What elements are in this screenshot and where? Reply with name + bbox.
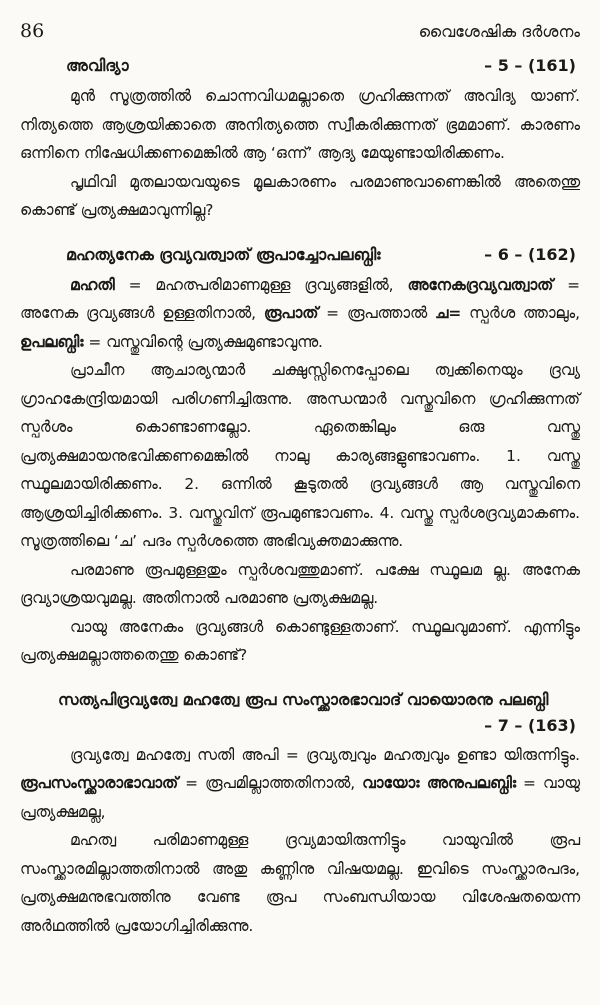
gloss-meaning: സ്പർശ ത്താലും, [461,304,580,322]
paragraph: മഹത്വ പരിമാണമുള്ള ദ്രവ്യമായിരുന്നിട്ടും വായുവിൽ രൂപ സംസ്ക്കാരമില്ലാത്തതിനാൽ അതു കണ്ണിനു വിഷയമല്ല. ഇവിടെ സംസ്ക്കാരപദം, പ്രത്യക്ഷമനുഭവത്തിനു വേണ്ട രൂപ സംബന്ധിയായ വിശേഷതയെന്ന അർഥത്തിൽ പ്രയോഗിച്ചിരിക്കുന്നു. [20,831,580,935]
page-number: 86 [20,20,45,42]
page-header [20,20,580,56]
sutra-text: അവിദ്യാ [66,56,129,75]
gloss-meaning: = രൂപത്താൽ [318,304,435,322]
gloss-meaning: = മഹത്പരിമാണമുള്ള ദ്രവ്യങ്ങളിൽ, [114,275,408,294]
gloss-term: അനേകദ്രവ്യവത്വാത് [407,275,554,294]
sutra-heading-162 [20,245,580,265]
sutra-number: – 6 – (162) [484,244,576,264]
gloss-term: വായോഃ അനുപലബ്ധിഃ [362,774,517,792]
paragraph: പ്രാചീന ആചാര്യന്മാർ ചക്ഷുസ്സിനെപ്പോലെ ത്വക്കിനെയും ദ്രവ്യ ഗ്രാഹകേന്ദ്രിയമായി പരിഗണിച്ചിരുന്നു. അന്ധന്മാർ വസ്തുവിനെ ഗ്രഹിക്കുന്നത് സ്പർശം കൊണ്ടാണല്ലോ. ഏതെങ്കിലും ഒരു വസ്തു പ്രത്യക്ഷമായനുഭവിക്കണമെങ്കിൽ നാലു കാര്യങ്ങളുണ്ടാവണം. 1. വസ്തു സ്ഥൂലമായിരിക്കണം. 2. ഒന്നിൽ കൂടുതൽ ദ്രവ്യങ്ങൾ ആ വസ്തുവിനെ ആശ്രയിച്ചിരിക്കണം. 3. വസ്തുവിന് രൂപമുണ്ടാവണം. 4. വസ്തു സ്പർശദ്രവ്യമാകണം. സൂത്രത്തിലെ ‘ച’ പദം സ്പർശത്തെ അഭിവ്യക്തമാക്കുന്നു. [20,361,580,550]
sutra-161 [20,56,580,225]
sutra-heading-161 [20,56,580,76]
gloss-meaning: = വസ്തുവിന്റെ പ്രത്യക്ഷമുണ്ടാവുന്നു. [83,332,323,351]
paragraph: പൃഥിവി മുതലായവയുടെ മൂലകാരണം പരമാണുവാണെങ്കിൽ അതെന്തു കൊണ്ട് പ്രത്യക്ഷമാവുന്നില്ല? [20,172,580,219]
gloss-meaning: ദ്രവ്യത്വേ മഹത്വേ സതി അപി = ദ്രവ്യത്വവും മഹത്വവും ഉണ്ടാ യിരുന്നിട്ടും. [70,745,580,764]
paragraph: വായു അനേകം ദ്രവ്യങ്ങൾ കൊണ്ടുള്ളതാണ്. സ്ഥൂലവുമാണ്. എന്നിട്ടും പ്രത്യക്ഷമല്ലാത്തതെന്തു കൊണ്ട്? [20,617,580,664]
gloss-meaning: = അനേക ദ്രവ്യങ്ങൾ ഉള്ളതിനാൽ, [20,275,580,322]
sutra-text: മഹത്യനേക ദ്രവ്യവത്വാത് രൂപാച്ചോപലബ്ധിഃ [66,244,381,264]
gloss-term: ച= [435,304,462,322]
sutra-163 [20,690,580,941]
sutra-text: സത്യപിദ്രവ്യത്വേ മഹത്വേ രൂപ സംസ്ക്കാരഭാവാദ് വായൊരനു പലബ്ധി [58,689,549,709]
sutra-number: – 5 – (161) [484,56,576,75]
running-title: വൈശേഷിക ദർശനം [418,22,580,41]
sutra-heading-163 [20,690,580,735]
sutra-number: – 7 – (163) [484,715,576,735]
gloss-term: രൂപാത് [263,304,319,322]
paragraph: മുൻ സൂത്രത്തിൽ ചൊന്നവിധമല്ലാതെ ഗ്രഹിക്കുന്നത് അവിദ്യ യാണ്. നിത്യത്തെ ആശ്രയിക്കാതെ അനിത്യത്തെ സ്വീകരിക്കുന്നത് ഭ്രമമാണ്. കാരണം ഒന്നിനെ നിഷേധിക്കണമെങ്കിൽ ആ ‘ഒന്ന്’ ആദ്യ മേയുണ്ടായിരിക്കണം. [20,87,580,162]
gloss-meaning: = രൂപമില്ലാത്തതിനാൽ, [178,774,363,792]
word-meaning-paragraph [20,271,580,357]
gloss-term: ഉപലബ്ധിഃ [20,332,84,351]
gloss-term: മഹതി [70,275,115,294]
sutra-162 [20,245,580,670]
gloss-meaning: = വായു പ്രത്യക്ഷമല്ല, [20,774,580,821]
paragraph: പരമാണു രൂപമുള്ളതും സ്പർശവത്തുമാണ്. പക്ഷേ സ്ഥൂലമ ല്ല. അനേക ദ്രവ്യാശ്രയവുമല്ല. അതിനാൽ പരമാണു പ്രത്യക്ഷമല്ല. [20,560,580,607]
gloss-term: രൂപസംസ്ക്കാരാഭാവാത് [20,774,179,792]
word-meaning-paragraph [20,741,580,827]
